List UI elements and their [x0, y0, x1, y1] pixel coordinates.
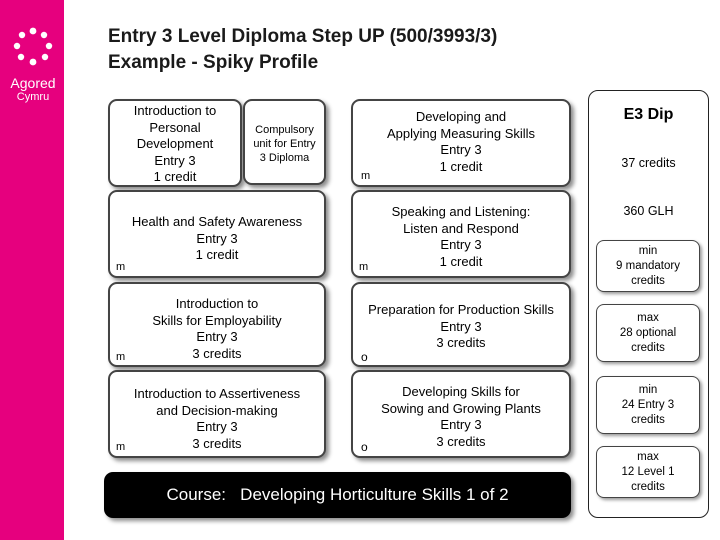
unit-text: Introduction to Assertiveness and Decision-making Entry 3 3 credits [133, 386, 301, 451]
page-title [108, 24, 497, 76]
logo-name: Agored [10, 75, 56, 91]
title-line-2: Example - Spiky Profile [108, 52, 319, 73]
optional-marker: o [361, 350, 368, 364]
unit-text: Compulsory unit for Entry 3 Diploma [253, 124, 316, 164]
course-bar [104, 472, 571, 518]
rule-max-optional [596, 304, 700, 362]
rule-min-mandatory [596, 240, 700, 292]
rule-text: min 9 mandatory credits [616, 245, 680, 287]
mandatory-marker: m [116, 441, 126, 453]
rule-min-entry3 [596, 376, 700, 434]
brand-sidebar [0, 0, 64, 540]
rule-text: max 12 Level 1 credits [621, 451, 675, 493]
unit-text: Health and Safety Awareness Entry 3 1 credit [131, 214, 303, 262]
logo-sub: Cymru [16, 91, 50, 103]
mandatory-marker: m [116, 261, 126, 273]
compulsory-unit-note [243, 99, 326, 185]
unit-text: Developing and Applying Measuring Skills Entry 3 1 credit [386, 109, 536, 174]
agored-cymru-logo [6, 26, 60, 106]
mandatory-marker: m [116, 351, 126, 363]
rule-text: max 28 optional credits [619, 312, 677, 354]
mandatory-marker: m [361, 170, 371, 182]
mandatory-marker: m [359, 261, 369, 273]
unit-employability [108, 282, 326, 367]
unit-text: Introduction to Skills for Employability Entry 3 3 credits [152, 296, 282, 361]
rule-text: min 24 Entry 3 credits [621, 384, 675, 426]
course-name: Developing Horticulture Skills 1 of 2 [240, 485, 509, 504]
course-title [104, 485, 571, 505]
summary-heading: E3 Dip [623, 106, 674, 123]
unit-production-skills [351, 282, 571, 367]
unit-assertiveness [108, 370, 326, 458]
unit-health-safety [108, 190, 326, 278]
unit-text: Developing Skills for Sowing and Growing Plants Entry 3 3 credits [381, 384, 541, 449]
summary-credits: 37 credits [621, 156, 676, 170]
dot-ring-icon [6, 26, 60, 70]
course-label: Course: [166, 485, 226, 504]
optional-marker: o [361, 440, 368, 454]
unit-speaking-listening [351, 190, 571, 278]
unit-sowing-growing [351, 370, 571, 458]
summary-glh: 360 GLH [623, 204, 674, 218]
unit-measuring-skills [351, 99, 571, 187]
rule-max-level1 [596, 446, 700, 498]
unit-text: Speaking and Listening: Listen and Respond Entry 3 1 credit [391, 204, 531, 269]
unit-text: Preparation for Production Skills Entry 3 3 credits [368, 302, 554, 350]
unit-text: Introduction to Personal Development Entry 3 1 credit [133, 103, 217, 184]
title-line-1: Entry 3 Level Diploma Step UP (500/3993/3) [108, 26, 498, 47]
unit-personal-development [108, 99, 242, 187]
